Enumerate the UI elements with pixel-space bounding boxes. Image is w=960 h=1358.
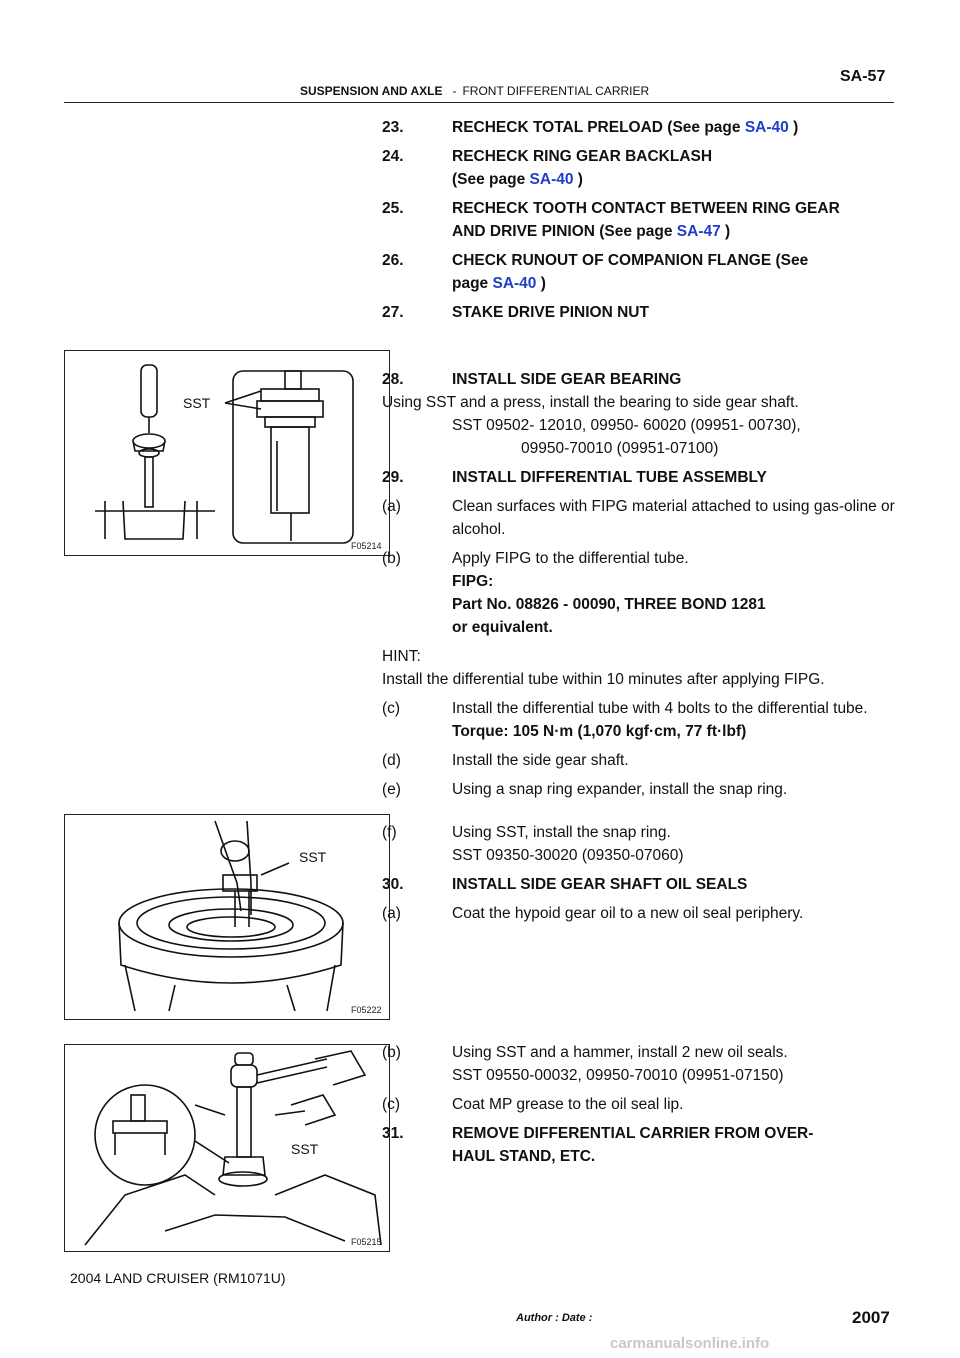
step-number: 27. bbox=[382, 304, 404, 321]
figure-f05215-id: F05215 bbox=[351, 1237, 382, 1247]
sub-step-label: (a) bbox=[382, 905, 401, 922]
torque-spec: Torque: 105 N·m (1,070 kgf·cm, 77 ft·lbf) bbox=[452, 723, 747, 740]
step-29-a bbox=[382, 495, 896, 541]
footer-author-date: Author : Date : bbox=[516, 1312, 593, 1324]
step-25-reference bbox=[382, 220, 896, 243]
step-title: INSTALL SIDE GEAR BEARING bbox=[452, 371, 682, 388]
step-number: 24. bbox=[382, 148, 404, 165]
step-30-a bbox=[382, 902, 896, 925]
figure-f05214-sst-label: SST bbox=[183, 395, 211, 411]
step-number: 31. bbox=[382, 1125, 404, 1142]
step-title: INSTALL SIDE GEAR SHAFT OIL SEALS bbox=[452, 876, 748, 893]
reference-text: page bbox=[452, 275, 493, 292]
page-link-sa-47[interactable]: SA-47 bbox=[676, 223, 721, 240]
fipg-label: FIPG: bbox=[452, 573, 494, 590]
sub-step-label: (d) bbox=[382, 752, 401, 769]
sub-step-text: Coat MP grease to the oil seal lip. bbox=[452, 1096, 684, 1113]
figure-f05222-sst-label: SST bbox=[299, 849, 327, 865]
step-29 bbox=[382, 466, 896, 489]
sub-step-text: Using SST and a hammer, install 2 new oil seals. bbox=[452, 1044, 788, 1061]
header-rule bbox=[64, 102, 894, 103]
step-29-b bbox=[382, 547, 896, 570]
sub-step-label: (c) bbox=[382, 1096, 401, 1113]
sub-step-label: (f) bbox=[382, 824, 397, 841]
step-30-c bbox=[382, 1093, 896, 1116]
header-separator: - bbox=[452, 84, 457, 98]
subsection-title: FRONT DIFFERENTIAL CARRIER bbox=[462, 84, 650, 98]
footer-year: 2007 bbox=[852, 1308, 890, 1327]
sub-step-text: Using SST, install the snap ring. bbox=[452, 824, 671, 841]
fipg-part-number: Part No. 08826 - 00090, THREE BOND 1281 bbox=[452, 596, 766, 613]
sub-step-text: Install the side gear shaft. bbox=[452, 752, 629, 769]
step-title: RECHECK TOTAL PRELOAD (See page bbox=[452, 119, 745, 136]
step-25 bbox=[382, 197, 896, 220]
section-title: SUSPENSION AND AXLE bbox=[300, 84, 443, 98]
step-number: 23. bbox=[382, 119, 404, 136]
figure-f05215 bbox=[64, 1044, 390, 1252]
step-title: CHECK RUNOUT OF COMPANION FLANGE (See bbox=[452, 252, 809, 269]
figure-f05214 bbox=[64, 350, 390, 556]
reference-tail: ) bbox=[720, 223, 731, 240]
step-number: 25. bbox=[382, 200, 404, 217]
step-29-d bbox=[382, 749, 896, 772]
procedure-text bbox=[382, 116, 896, 1174]
step-24-reference bbox=[382, 168, 896, 191]
reference-tail: ) bbox=[573, 171, 583, 188]
hint-label: HINT: bbox=[382, 648, 421, 665]
figure-f05222-drawing bbox=[65, 815, 389, 1019]
step-30-b bbox=[382, 1041, 896, 1064]
step-title: INSTALL DIFFERENTIAL TUBE ASSEMBLY bbox=[452, 469, 767, 486]
sub-step-text: Coat the hypoid gear oil to a new oil seal periphery. bbox=[452, 905, 804, 922]
step-26-reference bbox=[382, 272, 896, 295]
step-28-description: Using SST and a press, install the bearing to side gear shaft. bbox=[382, 394, 799, 411]
step-28-sst-continued: 09950-70010 (09951-07100) bbox=[521, 440, 719, 457]
sub-step-label: (b) bbox=[382, 550, 401, 567]
sub-step-label: (c) bbox=[382, 700, 401, 717]
step-30-b-sst: SST 09550-00032, 09950-70010 (09951-07150) bbox=[452, 1067, 784, 1084]
step-title: STAKE DRIVE PINION NUT bbox=[452, 304, 649, 321]
figure-f05222 bbox=[64, 814, 390, 1020]
reference-tail: ) bbox=[536, 275, 546, 292]
sub-step-text: Clean surfaces with FIPG material attached to using gas-oline or alcohol. bbox=[452, 498, 895, 538]
hint-text: Install the differential tube within 10 minutes after applying FIPG. bbox=[382, 671, 825, 688]
step-30 bbox=[382, 873, 896, 896]
page-link-sa-40[interactable]: SA-40 bbox=[529, 171, 574, 188]
step-31-continued: HAUL STAND, ETC. bbox=[452, 1148, 596, 1165]
sub-step-label: (b) bbox=[382, 1044, 401, 1061]
step-28 bbox=[382, 368, 896, 391]
step-29-f-sst: SST 09350-30020 (09350-07060) bbox=[452, 847, 684, 864]
step-23 bbox=[382, 116, 896, 139]
reference-text: (See page bbox=[452, 171, 530, 188]
step-31 bbox=[382, 1122, 896, 1145]
step-26 bbox=[382, 249, 896, 272]
figure-f05215-sst-label: SST bbox=[291, 1141, 319, 1157]
step-title-tail: ) bbox=[788, 119, 799, 136]
sub-step-label: (a) bbox=[382, 498, 401, 515]
step-28-sst: SST 09502- 12010, 09950- 60020 (09951- 00730), bbox=[452, 417, 801, 434]
step-title: REMOVE DIFFERENTIAL CARRIER FROM OVER- bbox=[452, 1125, 814, 1142]
step-number: 29. bbox=[382, 469, 404, 486]
step-title: RECHECK TOOTH CONTACT BETWEEN RING GEAR bbox=[452, 200, 840, 217]
figure-f05215-drawing bbox=[65, 1045, 389, 1251]
step-29-c bbox=[382, 697, 896, 720]
page-link-sa-40[interactable]: SA-40 bbox=[744, 119, 789, 136]
sub-step-text: Using a snap ring expander, install the snap ring. bbox=[452, 781, 788, 798]
step-27 bbox=[382, 301, 896, 324]
page-number: SA-57 bbox=[840, 68, 886, 85]
footer-model: 2004 LAND CRUISER (RM1071U) bbox=[70, 1270, 286, 1286]
page-link-sa-40[interactable]: SA-40 bbox=[492, 275, 537, 292]
step-29-e bbox=[382, 778, 896, 801]
step-number: 26. bbox=[382, 252, 404, 269]
reference-text: AND DRIVE PINION (See page bbox=[452, 223, 677, 240]
header-title bbox=[300, 84, 649, 98]
figure-f05214-drawing bbox=[65, 351, 389, 555]
fipg-equivalent: or equivalent. bbox=[452, 619, 553, 636]
figure-f05214-id: F05214 bbox=[351, 541, 382, 551]
step-title: RECHECK RING GEAR BACKLASH bbox=[452, 148, 713, 165]
watermark: carmanualsonline.info bbox=[610, 1335, 770, 1352]
step-24 bbox=[382, 145, 896, 168]
step-29-f bbox=[382, 821, 896, 844]
step-number: 30. bbox=[382, 876, 404, 893]
sub-step-text: Install the differential tube with 4 bolts to the differential tube. bbox=[452, 700, 868, 717]
step-number: 28. bbox=[382, 371, 404, 388]
sub-step-label: (e) bbox=[382, 781, 401, 798]
figure-f05222-id: F05222 bbox=[351, 1005, 382, 1015]
sub-step-text: Apply FIPG to the differential tube. bbox=[452, 550, 689, 567]
